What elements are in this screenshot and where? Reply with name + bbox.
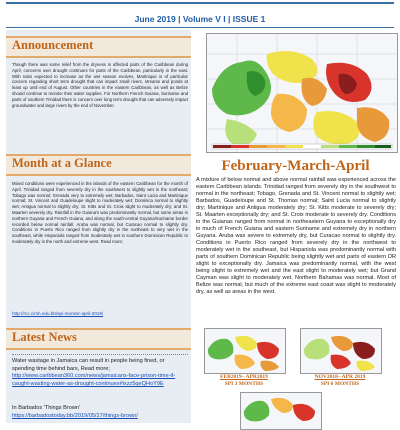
latest-news-item-1-link[interactable]: http://www.caribbean360.com/news/jamaicans-face-prison-time-if-caught-wasting-water-as-drought-continues#ixzz5qeQHoY9E [12,373,176,388]
spi-map-6-month-graphic [301,329,381,373]
latest-news-item-2-link[interactable]: https://barbadostoday.bb/2019/05/27/things-brown/ [12,412,138,419]
caption-3-month-label: SPI 3 MONTHS [224,380,264,387]
month-glance-text: Mixed conditions were experienced in the islands of the eastern Caribbean for the month of April. Trinidad ranged from severely dry in the southwest to slightly wet in the northeast; Tobago was normal; Grenada very to extremely wet; Barbados, Saint Lucia and Martinique normal; St. Vincent and Guadeloupe slight to moderately wet; Dominica normal to slightly wet; Antigua normal to slightly dry; St. Kitts and St. Croix slight to moderately dry; and St. Maarten severely dry. Rainfall in the Guiana's was predominantly normal, but some areas in northern Guyana and French Guiana, and along the south-central Guyana/Suriname border recorded below normal rainfall. Aruba was normal, but Curacao normal to slightly dry. Conditions in Puerto Rico ranged from slightly dry in the northeast to very wet in the southeast, while Hispaniola ranged from moderately wet in southern Dominican Republic to moderately dry in the north and extreme west. Read more; [12,181,188,244]
main-title: February-March-April [221,158,370,174]
latest-news-item-1 [12,358,188,389]
spi-map-additional [240,392,322,430]
caption-3-month [198,374,290,387]
main-body-text: A mixture of below normal and above normal rainfall was experienced across the eastern Caribbean islands. Trinidad ranged from severely dry in the southwest to normal in the northeast; Tobago, Grenada and St. Vincent normal to slightly wet; Barbados, Guadeloupe and St. Thomas normal; Saint Lucia normal to slightly dry; Martinique and Antigua moderately dry; St. Kitts moderate to severely dry; St. Maarten exceptionally dry; and St. Croix moderate to severely dry. Conditions in the Guianas ranged from normal in northeastern Guyana to exceptionally dry in much of French Guiana and eastern Suriname and extremely dry in northern Guyana. Aruba was severe to extremely dry, but Curacao normal to slightly dry. Conditions in Puerto Rico ranged from severely dry in the northwest to moderately wet in the southeast, but Hispaniola was predominantly normal with parts of southern Dominican Republic being slightly wet and parts of eastern DR slight to exceptionally dry. Jamaica was predominantly normal, with the west being slight to extremely wet and the east slight to moderately wet; but Grand Cayman was slight to moderately wet. Northern Bahamas was normal. Most of Belize was normal, but much of the extreme east coast was slight to moderately dry, as well as areas in the west. [196,177,396,295]
header-rule-bottom [6,27,394,28]
announcement-title: Announcement [12,38,94,52]
spi-map-6-month [300,328,382,374]
latest-news-title: Latest News [12,330,77,344]
spi-map-april [206,33,398,153]
caption-6-month [294,374,386,387]
spi-map-3-month [204,328,286,374]
caption-6-month-label: SPI 6 MONTHS [320,380,360,387]
spi-map-april-graphic [207,34,397,152]
spi-map-3-month-graphic [205,329,285,373]
announcement-text: Though there was some relief from the dryness in affected parts of the Caribbean during April, concerns over drought continues for parts of the Caribbean, particularly in the east. With rains expected to increase as the wet season evolves, Martinique is of particular concern regarding short term drought that can impact small rivers, streams and ponds at least up until end of August. Other countries in the eastern Caribbean, as well as Belize should continue to monitor their water supplies. For Northern French Guiana, Suriname and parts of southern Trinidad there is concern over long term drought that can adversely impact groundwater and large rivers by the end of November. [12,62,188,108]
month-glance-title: Month at a Glance [12,156,112,170]
latest-news-item-1-text: Water wastage in Jamaica can result in people being fined, or spending time behind bars, Read more; [12,358,165,372]
month-glance-link[interactable]: http://rcc.cimh.edu.bb/spi-monitor-april-2019/ [12,311,104,316]
latest-news-item-2 [12,405,188,420]
caption-3-month-period: FEB2019– APR2019 [220,374,268,380]
issue-line: June 2019 | Volume V I | ISSUE 1 [134,14,266,24]
header-rule-top [6,2,394,4]
spi-map-additional-graphic [241,393,321,429]
caption-6-month-period: NOV2018– APR 2019 [314,374,366,380]
latest-news-item-2-text: In Barbados 'Things Brown' [12,405,81,411]
latest-news-divider [12,351,188,355]
